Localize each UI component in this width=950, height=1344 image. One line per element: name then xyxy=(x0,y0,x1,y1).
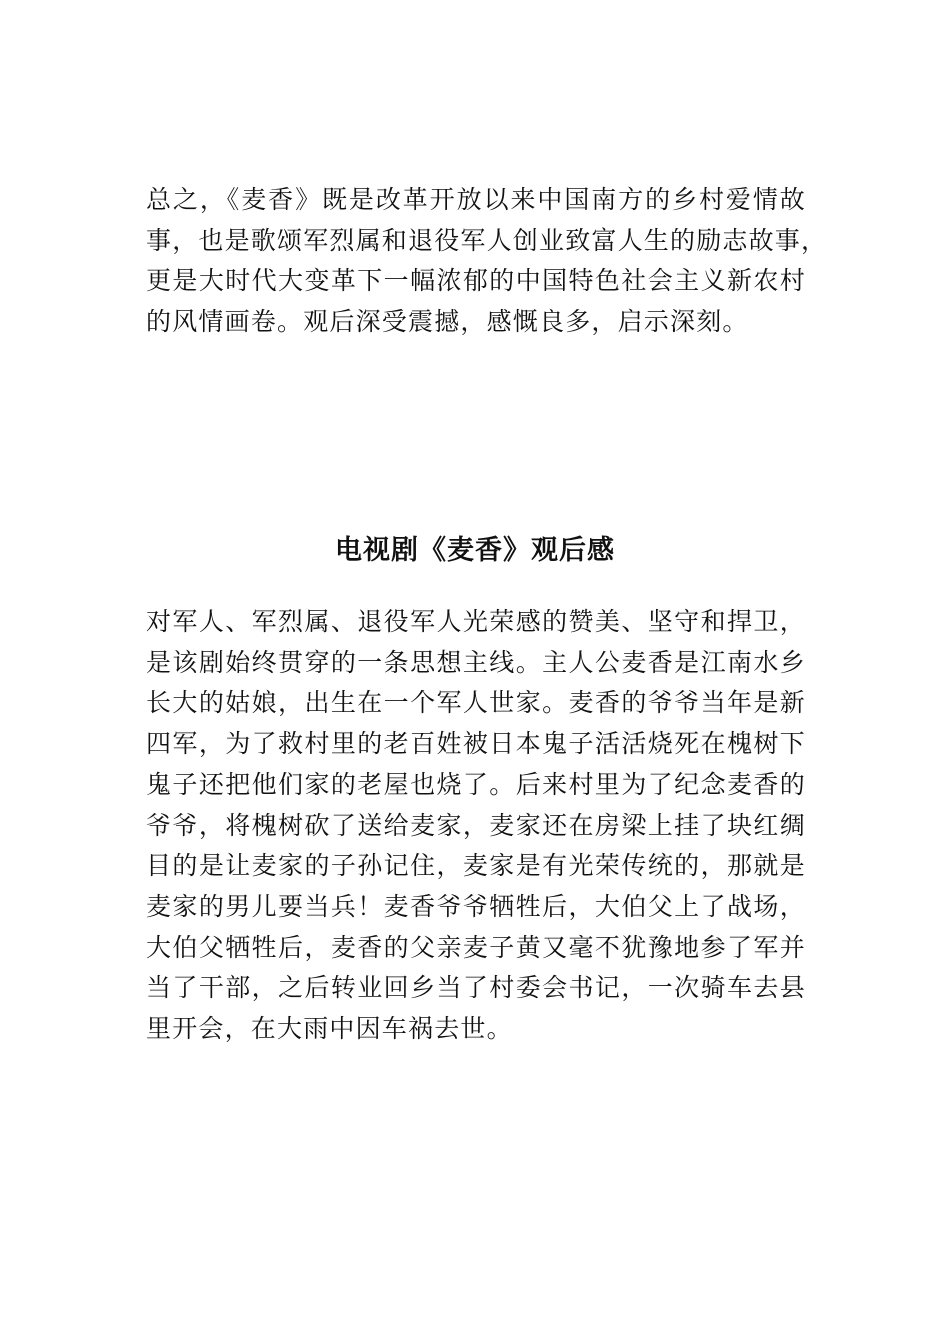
paragraph-line: 目的是让麦家的子孙记住，麦家是有光荣传统的，那就是 xyxy=(146,851,806,881)
paragraph-line: 爷爷，将槐树砍了送给麦家，麦家还在房梁上挂了块红绸 xyxy=(146,810,806,840)
paragraph-line: 更是大时代大变革下一幅浓郁的中国特色社会主义新农村 xyxy=(146,266,806,296)
paragraph-line: 四军，为了救村里的老百姓被日本鬼子活活烧死在槐树下 xyxy=(146,729,806,759)
paragraph-line: 大伯父牺牲后，麦香的父亲麦子黄又毫不犹豫地参了军并 xyxy=(146,932,806,962)
paragraph-body xyxy=(146,602,806,1050)
paragraph-line: 里开会，在大雨中因车祸去世。 xyxy=(146,1014,513,1044)
paragraph-line: 总之，《麦香》既是改革开放以来中国南方的乡村爱情故 xyxy=(146,185,806,214)
paragraph-line: 的风情画卷。观后深受震撼，感慨良多，启示深刻。 xyxy=(146,307,749,337)
paragraph-line: 对军人、军烈属、退役军人光荣感的赞美、坚守和捍卫， xyxy=(146,607,806,636)
paragraph-line: 当了干部，之后转业回乡当了村委会书记，一次骑车去县 xyxy=(146,973,806,1003)
paragraph-line: 鬼子还把他们家的老屋也烧了。后来村里为了纪念麦香的 xyxy=(146,769,806,799)
paragraph-summary xyxy=(146,180,828,343)
document-title: 电视剧《麦香》观后感 xyxy=(335,535,615,566)
paragraph-line: 麦家的男儿要当兵！麦香爷爷牺牲后，大伯父上了战场， xyxy=(146,891,806,921)
paragraph-line: 是该剧始终贯穿的一条思想主线。主人公麦香是江南水乡 xyxy=(146,647,806,677)
paragraph-line: 长大的姑娘，出生在一个军人世家。麦香的爷爷当年是新 xyxy=(146,688,806,718)
paragraph-line: 事，也是歌颂军烈属和退役军人创业致富人生的励志故事， xyxy=(146,225,828,255)
